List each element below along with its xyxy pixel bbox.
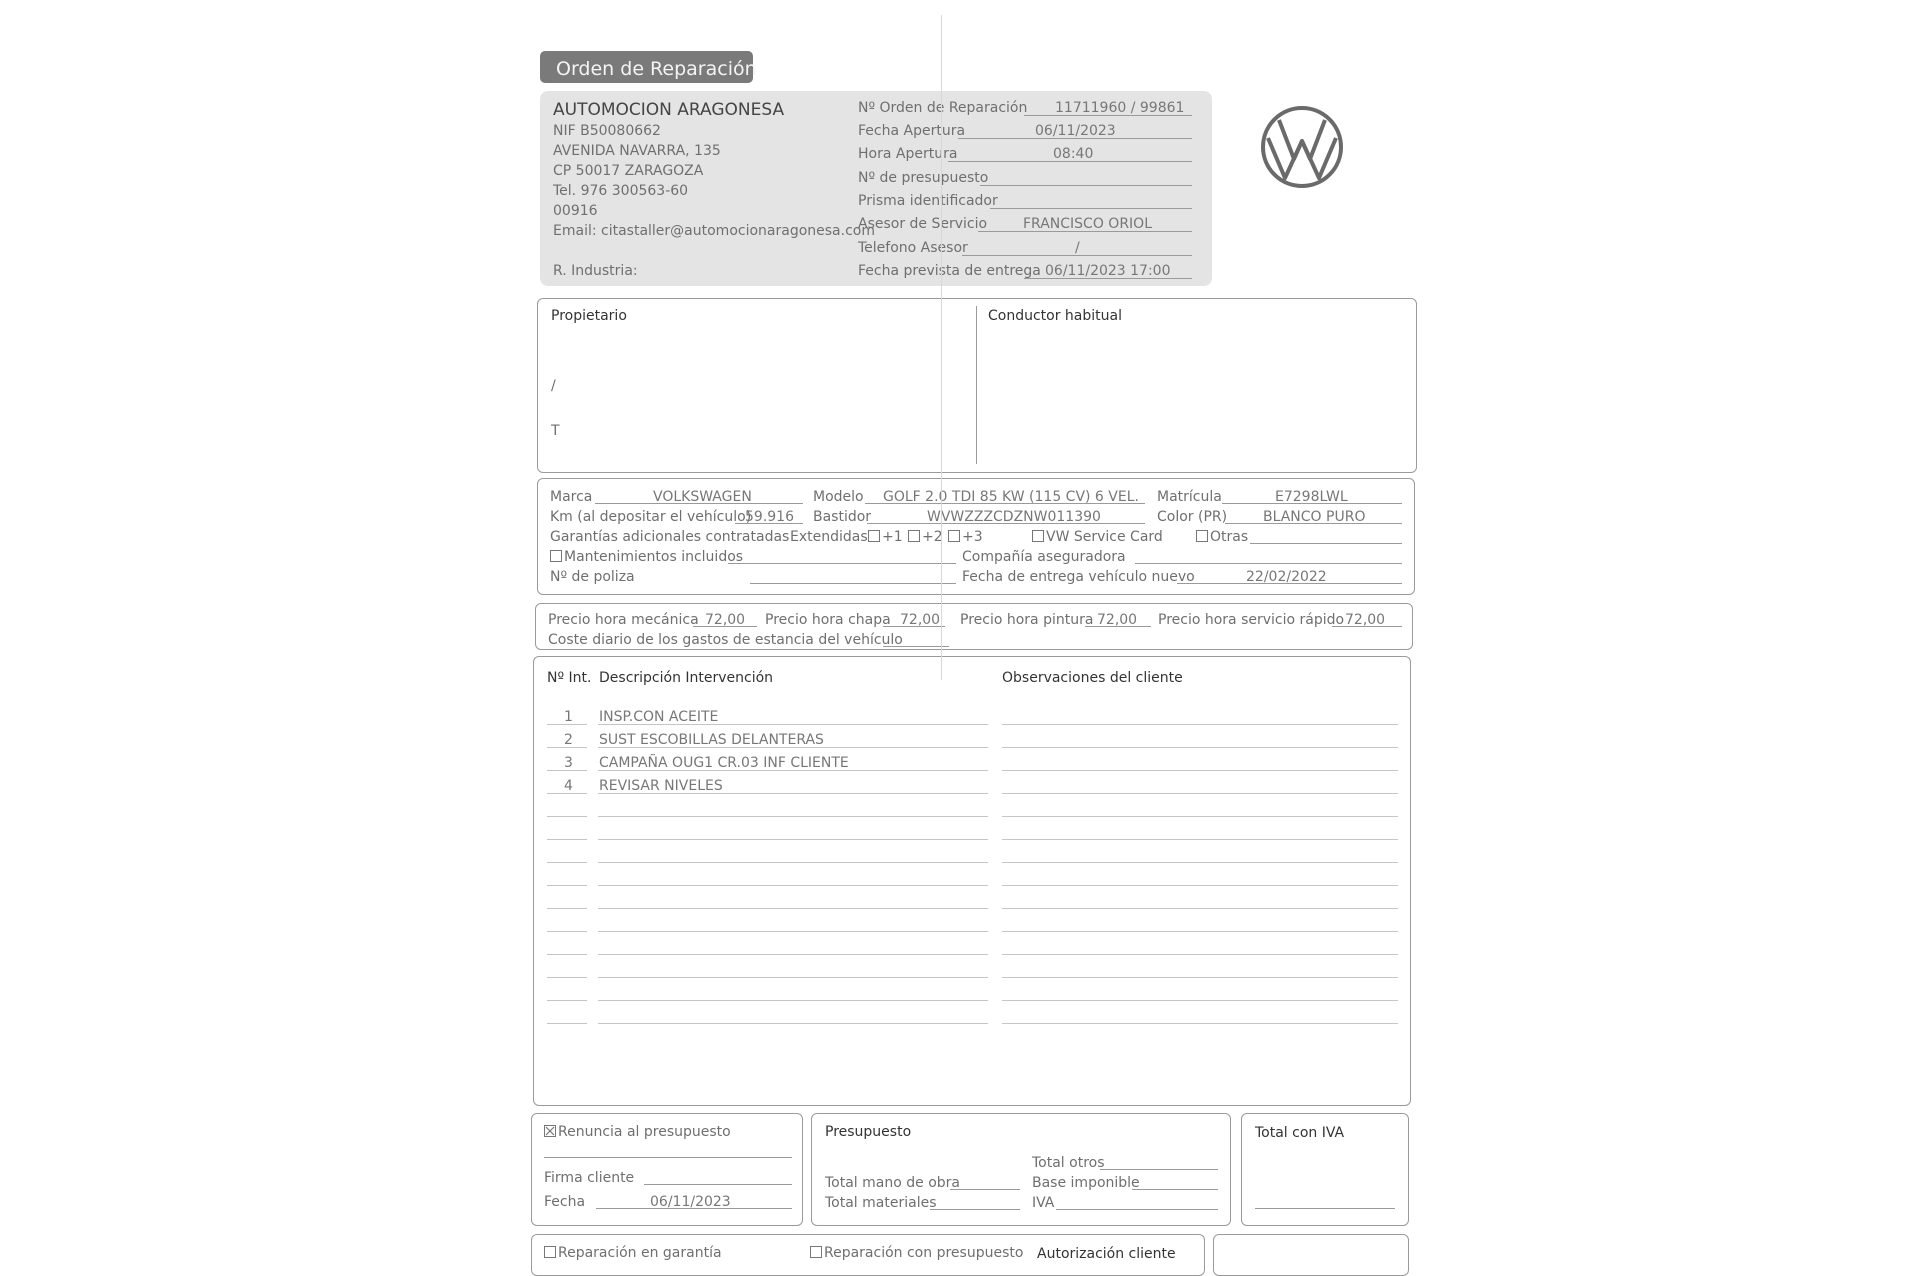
checkbox-icon	[550, 550, 562, 562]
total-others-label: Total otros	[1032, 1155, 1105, 1171]
paint-rate-value: 72,00	[1097, 612, 1138, 628]
intervention-3-description: CAMPAÑA OUG1 CR.03 INF CLIENTE	[599, 755, 849, 771]
checked-box-icon	[544, 1125, 556, 1137]
ruled-line	[598, 954, 988, 955]
service-advisor-value: FRANCISCO ORIOL	[1023, 216, 1152, 232]
authorization-signature-box	[1213, 1234, 1409, 1276]
paint-rate-label: Precio hora pintura	[960, 612, 1094, 628]
brand-label: Marca	[550, 489, 593, 505]
extended-plus3[interactable]	[948, 529, 983, 545]
intervention-3-number: 3	[564, 755, 573, 771]
customer-signature-label: Firma cliente	[544, 1170, 635, 1186]
order-number-value: 11711960 / 99861	[1055, 100, 1185, 116]
waiver-option[interactable]	[544, 1124, 731, 1140]
service-card-option[interactable]	[1032, 529, 1163, 545]
company-code: 00916	[553, 203, 598, 219]
ruled-line	[598, 908, 988, 909]
paper-fold-line	[941, 15, 942, 680]
company-nif: NIF B50080662	[553, 123, 661, 139]
maintenance-label: Mantenimientos incluidos	[564, 549, 744, 565]
ruled-line	[598, 839, 988, 840]
warranty-repair-option[interactable]	[544, 1245, 722, 1261]
prism-id-label: Prisma identificador	[858, 193, 998, 209]
ruled-line	[547, 1023, 587, 1024]
intervention-number-header: Nº Int.	[547, 670, 592, 686]
km-value: 59.916	[745, 509, 794, 525]
ruled-line	[1002, 977, 1398, 978]
checkbox-icon	[948, 530, 960, 542]
driver-title: Conductor habitual	[988, 308, 1122, 324]
total-materials-label: Total materiales	[825, 1195, 937, 1211]
ruled-line	[1002, 1023, 1398, 1024]
other-label: Otras	[1210, 529, 1249, 545]
ruled-line	[1002, 793, 1398, 794]
ruled-line	[1002, 816, 1398, 817]
ruled-line	[547, 1000, 587, 1001]
ruled-line	[598, 977, 988, 978]
ruled-line	[547, 885, 587, 886]
warranty-repair-label: Reparación en garantía	[558, 1245, 722, 1261]
ruled-line	[598, 862, 988, 863]
vin-value: WVWZZZCDZNW011390	[927, 509, 1101, 525]
ruled-line	[1002, 954, 1398, 955]
service-advisor-label: Asesor de Servicio	[858, 216, 988, 232]
ruled-line	[1002, 931, 1398, 932]
company-address: AVENIDA NAVARRA, 135	[553, 143, 721, 159]
total-labor-label: Total mano de obra	[825, 1175, 960, 1191]
new-delivery-value: 22/02/2022	[1246, 569, 1327, 585]
policy-label: Nº de poliza	[550, 569, 635, 585]
body-rate-label: Precio hora chapa	[765, 612, 891, 628]
ruled-line	[1002, 724, 1398, 725]
model-label: Modelo	[813, 489, 864, 505]
budget-repair-option[interactable]	[810, 1245, 1023, 1261]
footer-date-label: Fecha	[544, 1194, 586, 1210]
ruled-line	[1002, 747, 1398, 748]
ruled-line	[1002, 908, 1398, 909]
ruled-line	[547, 908, 587, 909]
intervention-2-number: 2	[564, 732, 573, 748]
intervention-2-description: SUST ESCOBILLAS DELANTERAS	[599, 732, 824, 748]
new-delivery-label: Fecha de entrega vehículo nuevo	[962, 569, 1195, 585]
intervention-description-header: Descripción Intervención	[599, 670, 774, 686]
extended-plus2[interactable]	[908, 529, 943, 545]
volkswagen-logo	[1259, 104, 1345, 190]
customer-authorization-label: Autorización cliente	[1037, 1246, 1176, 1262]
ruled-line	[598, 931, 988, 932]
document-title: Orden de Reparación	[556, 58, 757, 80]
budget-number-label: Nº de presupuesto	[858, 170, 989, 186]
intervention-1-description: INSP.CON ACEITE	[599, 709, 719, 725]
budget-repair-label: Reparación con presupuesto	[824, 1245, 1024, 1261]
ruled-line	[547, 839, 587, 840]
advisor-phone-label: Telefono Asesor	[858, 240, 968, 256]
model-value: GOLF 2.0 TDI 85 KW (115 CV) 6 VEL.	[883, 489, 1139, 505]
vat-label: IVA	[1032, 1195, 1055, 1211]
ruled-line	[547, 816, 587, 817]
daily-cost-label: Coste diario de los gastos de estancia del vehículo	[548, 632, 903, 648]
ruled-line	[547, 862, 587, 863]
budget-title: Presupuesto	[825, 1124, 912, 1140]
company-city: CP 50017 ZARAGOZA	[553, 163, 704, 179]
footer-date-value: 06/11/2023	[650, 1194, 731, 1210]
order-number-label: Nº Orden de Reparación	[858, 100, 1028, 116]
ruled-line	[1002, 770, 1398, 771]
ruled-line	[598, 885, 988, 886]
ruled-line	[598, 1000, 988, 1001]
total-vat-title: Total con IVA	[1255, 1125, 1345, 1141]
open-date-value: 06/11/2023	[1035, 123, 1116, 139]
km-label: Km (al depositar el vehículo)	[550, 509, 752, 525]
intervention-1-number: 1	[564, 709, 573, 725]
taxable-base-label: Base imponible	[1032, 1175, 1140, 1191]
checkbox-icon	[1032, 530, 1044, 542]
ruled-line	[1002, 862, 1398, 863]
warranties-label: Garantías adicionales contratadas	[550, 529, 790, 545]
advisor-phone-value: /	[1075, 240, 1080, 256]
delivery-date-value: 06/11/2023 17:00	[1045, 263, 1171, 279]
extended-plus3-label: +3	[962, 529, 983, 545]
other-option[interactable]	[1196, 529, 1248, 545]
delivery-date-label: Fecha prevista de entrega	[858, 263, 1041, 279]
extended-plus1[interactable]	[868, 529, 903, 545]
checkbox-icon	[544, 1246, 556, 1258]
company-email: Email: citastaller@automocionaragonesa.com	[553, 223, 875, 239]
ruled-line	[1002, 885, 1398, 886]
maintenance-option[interactable]	[550, 549, 743, 565]
extended-plus2-label: +2	[922, 529, 943, 545]
insurer-label: Compañía aseguradora	[962, 549, 1126, 565]
owner-title: Propietario	[551, 308, 627, 324]
open-date-label: Fecha Apertura	[858, 123, 966, 139]
color-label: Color (PR)	[1157, 509, 1228, 525]
owner-driver-box	[537, 298, 1417, 473]
open-time-label: Hora Apertura	[858, 146, 958, 162]
service-card-label: VW Service Card	[1046, 529, 1163, 545]
company-industry: R. Industria:	[553, 263, 638, 279]
intervention-4-number: 4	[564, 778, 573, 794]
ruled-line	[598, 1023, 988, 1024]
plate-label: Matrícula	[1157, 489, 1222, 505]
ruled-line	[547, 954, 587, 955]
owner-mark-2: T	[551, 423, 560, 439]
intervention-4-description: REVISAR NIVELES	[599, 778, 723, 794]
extended-label: Extendidas	[790, 529, 868, 545]
fast-service-rate-label: Precio hora servicio rápido	[1158, 612, 1345, 628]
vin-label: Bastidor	[813, 509, 872, 525]
extended-plus1-label: +1	[882, 529, 903, 545]
mechanic-rate-value: 72,00	[705, 612, 746, 628]
ruled-line	[547, 977, 587, 978]
company-phone: Tel. 976 300563-60	[553, 183, 689, 199]
owner-mark-1: /	[551, 378, 556, 394]
fast-service-rate-value: 72,00	[1345, 612, 1386, 628]
open-time-value: 08:40	[1053, 146, 1094, 162]
ruled-line	[547, 931, 587, 932]
checkbox-icon	[810, 1246, 822, 1258]
ruled-line	[1002, 839, 1398, 840]
waiver-label: Renuncia al presupuesto	[558, 1124, 731, 1140]
brand-value: VOLKSWAGEN	[653, 489, 752, 505]
plate-value: E7298LWL	[1275, 489, 1348, 505]
ruled-line	[1002, 1000, 1398, 1001]
checkbox-icon	[1196, 530, 1208, 542]
checkbox-icon	[868, 530, 880, 542]
mechanic-rate-label: Precio hora mecánica	[548, 612, 699, 628]
ruled-line	[598, 816, 988, 817]
customer-observations-header: Observaciones del cliente	[1002, 670, 1183, 686]
company-name: AUTOMOCION ARAGONESA	[553, 100, 785, 120]
color-value: BLANCO PURO	[1263, 509, 1366, 525]
body-rate-value: 72,00	[900, 612, 941, 628]
checkbox-icon	[908, 530, 920, 542]
